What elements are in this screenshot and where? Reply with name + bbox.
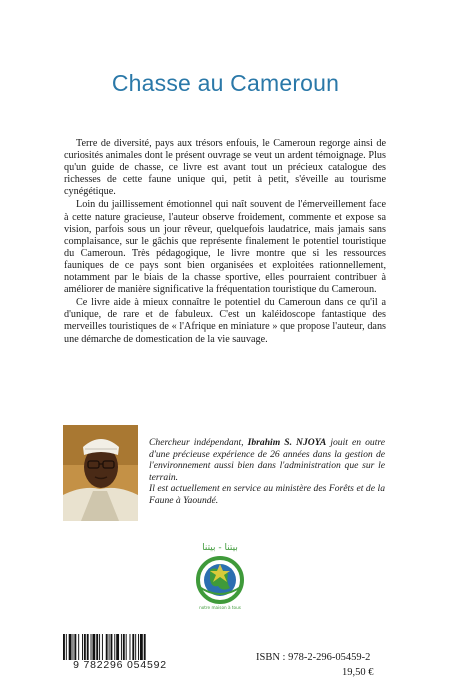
barcode (60, 634, 180, 678)
author-photo (63, 425, 138, 521)
barcode-digits: 9 782296 054592 (73, 659, 167, 671)
summary-paragraph-3: Ce livre aide à mieux connaître le potentiel du Cameroun dans ce qu'il a d'unique, de rare et de fabuleux. C'est un kaléidoscope fantastique des merveilles touristiques de « l'Afrique en miniature » que propose l'auteur, dans une démarche de domestication de la vie sauvage. (64, 297, 386, 345)
logo-arabic-text: بيتنا - بيتنا (202, 543, 238, 553)
logo-ring-text: notre maison à tous (199, 605, 241, 610)
author-bio-line-1: Chercheur indépendant, Ibrahim S. NJOYA jouit en outre d'une précieuse expérience de 26 années dans la gestion de l'environnement aussi bien dans l'administration que sur le terrain. (149, 437, 385, 483)
isbn: ISBN : 978-2-296-05459-2 (256, 652, 371, 663)
summary-paragraph-2: Loin du jaillissement émotionnel qui naît souvent de l'émerveillement face à cette nature gracieuse, l'auteur observe froidement, commente et expose sa vision, parfois sous un jour rêveur, quelquefois laudatrice, mais jamais sans complaisance, sur le gâchis que représente finalement le potentiel touristique du Cameroun. Très pédagogique, le livre montre que si les ressources fauniques de ce pays sont bien organisées et exploitées rationnellement, notamment par le biais de la chasse sportive, elles pourraient contribuer à améliorer de manière significative la fréquentation touristique du Cameroun. (64, 199, 386, 296)
back-cover-summary (64, 138, 386, 347)
author-name: Ibrahim S. NJOYA (247, 437, 327, 448)
summary-paragraph-1: Terre de diversité, pays aux trésors enfouis, le Cameroun regorge ainsi de curiosités animales dont le présent ouvrage se veut un ardent témoignage. Plus qu'un guide de chasse, ce livre est avant tout un précieux catalogue des richesses de cette faune unique qui, petit à petit, s'éveille au tourisme cynégétique. (64, 138, 386, 198)
book-title: Chasse au Cameroun (111, 70, 340, 96)
author-bio (149, 437, 385, 507)
price: 19,50 € (342, 667, 374, 678)
globe-logo-icon (182, 540, 258, 612)
author-bio-line-2: Il est actuellement en service au ministère des Forêts et de la Faune à Yaoundé. (149, 483, 385, 506)
